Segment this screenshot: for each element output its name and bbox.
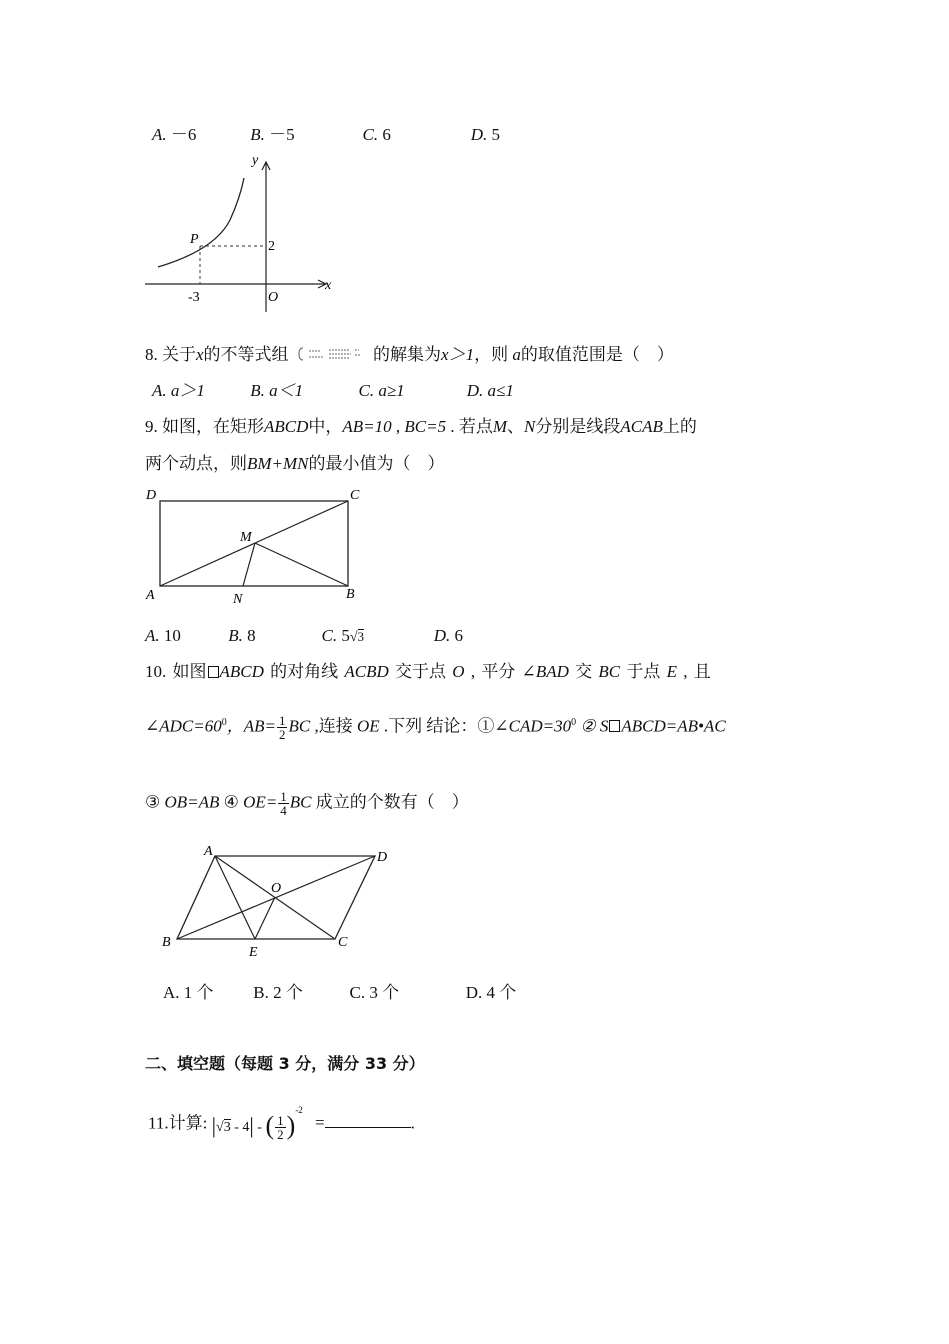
q10-segment-oe	[255, 897, 275, 939]
q10-option-d: D. 4 个	[465, 983, 517, 1002]
q8-option-b: B. a＜1	[250, 381, 304, 400]
q10-label-o: O	[271, 881, 282, 896]
q9-label-m: M	[240, 530, 252, 545]
q9-label-c: C	[350, 488, 360, 503]
q9-label-n: N	[233, 592, 243, 607]
q7-option-c: C. 6	[362, 125, 391, 144]
q7-x-tick: -3	[188, 290, 200, 305]
q7-graph	[140, 150, 340, 320]
q8-option-c: C. a≥1	[358, 381, 405, 400]
q10-label-d: D	[377, 850, 388, 865]
q8-options	[152, 382, 514, 401]
q9-figure	[140, 484, 370, 609]
parallelogram-icon	[208, 666, 219, 678]
q10-option-a: A. 1 个	[163, 983, 214, 1002]
q9-segment-mn	[243, 543, 255, 586]
q9-option-a: A. 10	[145, 626, 181, 645]
q10-quarter-fraction: $\frac{1}{4}$	[280, 789, 287, 818]
q9-option-d: D. 6	[433, 626, 464, 645]
q10-figure	[155, 838, 395, 963]
q7-y-tick: 2	[268, 239, 275, 254]
q7-curve	[158, 178, 244, 267]
q7-option-d: D. 5	[470, 125, 501, 144]
q11-answer-blank[interactable]	[325, 1113, 411, 1128]
section-2-heading: 二、填空题（每题 3 分，满分 33 分）	[145, 1054, 425, 1073]
q8-stem: 8. 关于x的不等式组 的解集为x＞1，则 a的取值范围是（ ）	[145, 345, 674, 364]
q9-stem-line2: 两个动点，则BM+MN的最小值为（ ）	[145, 454, 445, 473]
q7-options	[152, 126, 500, 145]
q9-label-d: D	[146, 488, 157, 503]
q10-label-a: A	[204, 844, 213, 859]
q10-options	[163, 984, 516, 1003]
q7-y-label: y	[252, 153, 259, 168]
q9-option-b: B. 8	[228, 626, 256, 645]
q11-expression: |√3 - 4| - ( $\frac{1}{2}$ )$^{-2}$	[211, 1105, 303, 1143]
q7-option-b: B. －5	[250, 125, 295, 144]
q9-segment-bm	[255, 543, 348, 586]
q10-stem-line2: $\angle ADC=60^0$，AB= $\frac{1}{2}$ BC ,连接 OE .下列 结论：$①\angle CAD=30^0$ ② S ABCD=AB•AC	[145, 713, 726, 742]
q11-half-fraction: $\frac{1}{2}$	[277, 1113, 284, 1143]
q8-option-a: A. a＞1	[152, 381, 205, 400]
q9-stem-line1: 9. 如图，在矩形ABCD中，AB=10 , BC=5 . 若点M、N分别是线段ACAB上的	[145, 417, 697, 436]
q10-label-e: E	[249, 945, 258, 960]
q10-stem-line3: ③ OB=AB ④ OE= $\frac{1}{4}$ BC 成立的个数有（ ）	[145, 789, 469, 818]
q7-x-label: x	[325, 278, 332, 293]
q7-point-p: P	[190, 232, 199, 247]
parallelogram-icon	[609, 720, 620, 732]
q11-stem: 11.计算: |√3 - 4| - ( $\frac{1}{2}$ )$^{-2}$ = .	[148, 1105, 415, 1143]
q7-option-a: A. －6	[152, 125, 197, 144]
q10-diagonal-bd	[177, 856, 375, 939]
q10-bisector-ae	[215, 856, 255, 939]
q9-label-a: A	[146, 588, 155, 603]
q9-options	[145, 627, 463, 646]
q8-system-image	[297, 346, 365, 362]
q10-half-fraction: $\frac{1}{2}$	[278, 713, 286, 742]
q10-label-c: C	[338, 935, 348, 950]
q9-option-c: C. 5√3	[321, 626, 365, 645]
q9-label-b: B	[346, 587, 355, 602]
q10-option-c: C. 3 个	[349, 983, 400, 1002]
q10-stem-line1: 10. 如图 ABCD 的对角线 ACBD 交于点 O , 平分 ∠BAD 交 BC 于点 E , 且	[145, 662, 711, 681]
q10-option-b: B. 2 个	[253, 983, 303, 1002]
q7-origin: O	[268, 290, 279, 305]
q10-label-b: B	[162, 935, 171, 950]
q8-option-d: D. a≤1	[466, 381, 514, 400]
